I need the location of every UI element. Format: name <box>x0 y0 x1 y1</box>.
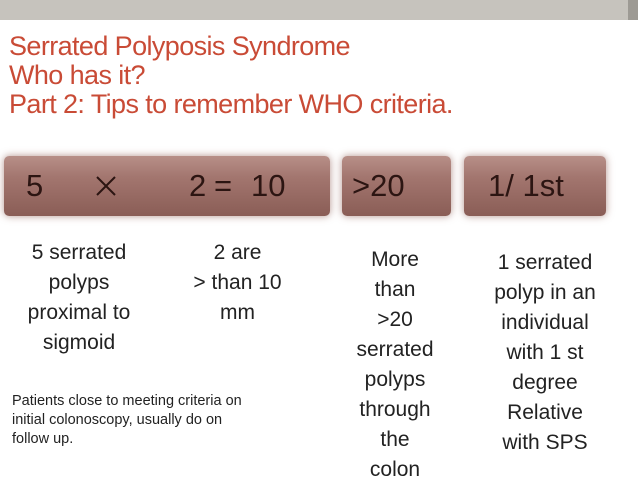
note-text <box>12 392 322 449</box>
slide-title <box>9 32 629 119</box>
caption-five-serrated <box>0 238 158 358</box>
caption-line: with SPS <box>502 431 588 454</box>
note-line: initial colonoscopy, usually do on <box>12 412 223 428</box>
caption-line: polyp in an <box>494 281 596 304</box>
caption-line: 5 serrated <box>31 241 127 264</box>
title-line: Who has it? <box>9 60 145 90</box>
caption-line: proximal to <box>27 301 131 324</box>
result-number: 10 <box>251 168 286 203</box>
top-accent-bar <box>0 0 638 20</box>
left-number: 5 <box>26 168 44 203</box>
caption-more-than <box>340 245 450 485</box>
caption-line: 1 serrated <box>497 251 593 274</box>
caption-line: than <box>374 278 416 301</box>
caption-line: mm <box>220 301 255 324</box>
caption-line: polyps <box>48 271 110 294</box>
caption-line: More <box>371 248 419 271</box>
caption-line: with 1 st <box>506 341 584 364</box>
times-icon <box>95 175 117 197</box>
equals-sign: = <box>214 168 233 203</box>
caption-two-are <box>165 238 310 328</box>
caption-line: > than 10 <box>193 271 282 294</box>
box-label: 1/ 1st <box>488 168 564 203</box>
top-bar-main <box>0 0 628 20</box>
caption-line: colon <box>369 458 421 481</box>
caption-line: individual <box>501 311 589 334</box>
note-line: follow up. <box>12 431 74 447</box>
caption-one-serrated <box>470 248 620 458</box>
note-line: Patients close to meeting criteria on <box>12 393 242 409</box>
caption-line: through <box>359 398 431 421</box>
caption-line: sigmoid <box>42 331 116 354</box>
caption-line: Relative <box>507 401 583 424</box>
caption-line: 2 are <box>213 241 262 264</box>
criteria-box-5x2 <box>4 156 330 216</box>
right-number: 2 <box>189 168 207 203</box>
caption-line: serrated <box>356 338 434 361</box>
title-line: Part 2: Tips to remember WHO criteria. <box>9 89 453 119</box>
box-label: >20 <box>352 168 405 203</box>
top-bar-end <box>628 0 638 20</box>
criteria-box-1st <box>464 156 606 216</box>
caption-line: polyps <box>364 368 426 391</box>
caption-line: degree <box>512 371 578 394</box>
criteria-box-20 <box>342 156 451 216</box>
caption-line: >20 <box>377 308 413 331</box>
title-line: Serrated Polyposis Syndrome <box>9 31 350 61</box>
caption-line: the <box>380 428 410 451</box>
